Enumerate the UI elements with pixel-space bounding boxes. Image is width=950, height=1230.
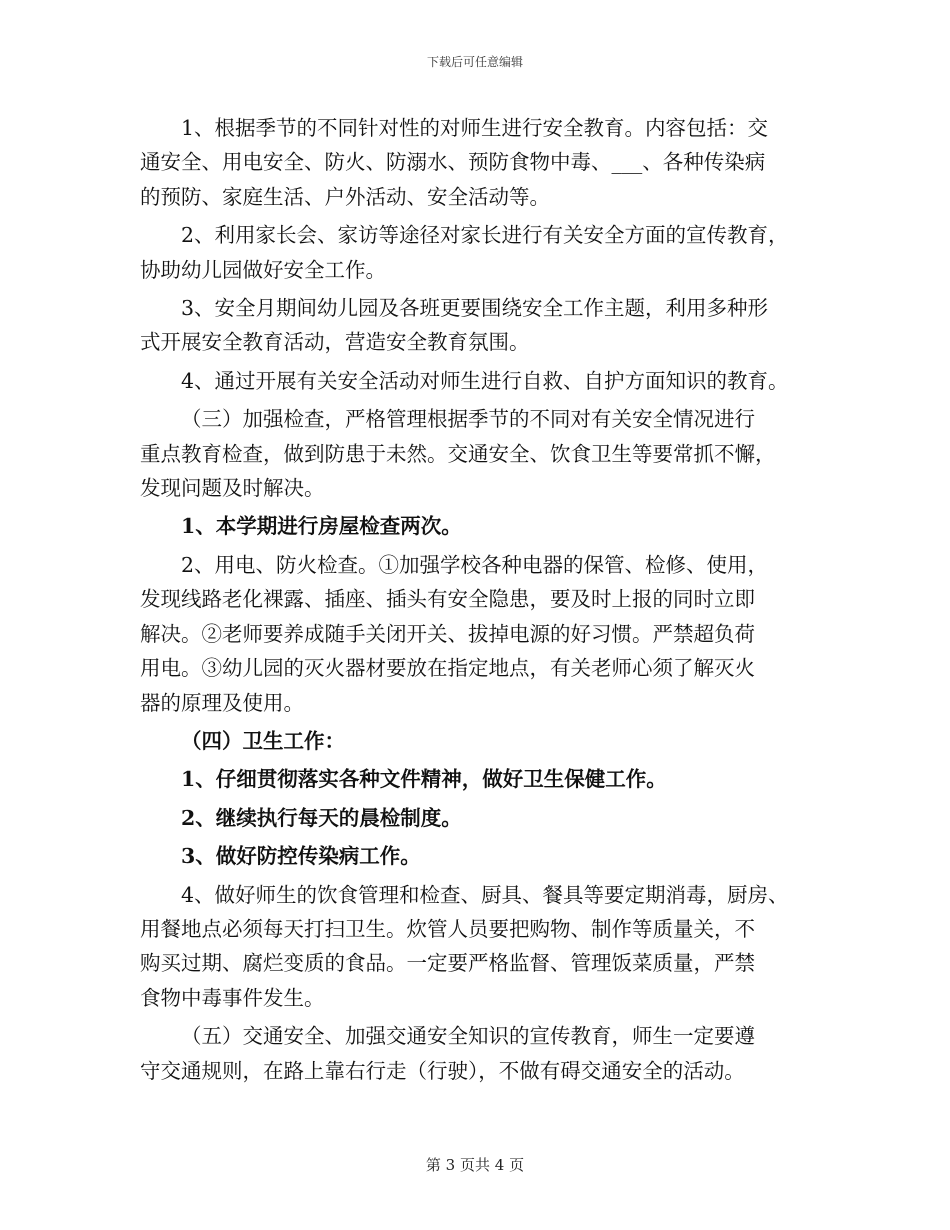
paragraph bbox=[140, 1019, 830, 1088]
paragraph-line: 3、安全月期间幼儿园及各班更要围绕安全工作主题，利用多种形 bbox=[181, 296, 769, 321]
paragraph-line: 协助幼儿园做好安全工作。 bbox=[140, 257, 386, 282]
paragraph-line: 通安全、用电安全、防火、防溺水、预防食物中毒、___、各种传染病 bbox=[140, 150, 766, 175]
paragraph-line: 1、仔细贯彻落实各种文件精神，做好卫生保健工作。 bbox=[181, 767, 667, 792]
document-body bbox=[140, 111, 830, 1092]
paragraph bbox=[140, 878, 830, 1016]
paragraph-line: 购买过期、腐烂变质的食品。一定要严格监督、管理饭菜质量，严禁 bbox=[140, 951, 755, 976]
paragraph-line: 守交通规则，在路上靠右行走（行驶），不做有碍交通安全的活动。 bbox=[140, 1058, 745, 1083]
paragraph-line: 解决。②老师要养成随手关闭开关、拔掉电源的好习惯。严禁超负荷 bbox=[140, 621, 755, 646]
paragraph-line: （四）卫生工作： bbox=[181, 728, 345, 753]
paragraph-line: 重点教育检查，做到防患于未然。交通安全、饮食卫生等要常抓不懈， bbox=[140, 441, 776, 466]
paragraph-line: 式开展安全教育活动，营造安全教育氛围。 bbox=[140, 330, 530, 355]
paragraph-line: 器的原理及使用。 bbox=[140, 690, 304, 715]
paragraph bbox=[140, 218, 830, 287]
paragraph-line: 用电。③幼儿园的灭火器材要放在指定地点，有关老师心须了解灭火 bbox=[140, 656, 755, 681]
paragraph bbox=[140, 762, 830, 796]
paragraph-line: 2、利用家长会、家访等途径对家长进行有关安全方面的宣传教育， bbox=[181, 223, 789, 248]
paragraph bbox=[140, 801, 830, 835]
paragraph-gap bbox=[140, 1088, 830, 1092]
paragraph-line: 发现线路老化裸露、插座、插头有安全隐患，要及时上报的同时立即 bbox=[140, 587, 755, 612]
paragraph bbox=[140, 839, 830, 873]
paragraph bbox=[140, 111, 830, 214]
paragraph-line: 4、通过开展有关安全活动对师生进行自救、自护方面知识的教育。 bbox=[181, 368, 789, 393]
paragraph-line: 2、用电、防火检查。①加强学校各种电器的保管、检修、使用， bbox=[181, 552, 769, 577]
page-header: 下载后可任意编辑 bbox=[426, 55, 523, 69]
paragraph bbox=[140, 548, 830, 720]
paragraph-line: 发现问题及时解决。 bbox=[140, 476, 325, 501]
paragraph-line: 1、根据季节的不同针对性的对师生进行安全教育。内容包括：交 bbox=[181, 116, 769, 140]
paragraph-line: 1、本学期进行房屋检查两次。 bbox=[181, 514, 462, 539]
paragraph-line: 3、做好防控传染病工作。 bbox=[181, 844, 421, 869]
paragraph bbox=[140, 509, 830, 543]
paragraph bbox=[140, 364, 830, 398]
paragraph-line: 4、做好师生的饮食管理和检查、厨具、餐具等要定期消毒，厨房、 bbox=[181, 882, 789, 907]
paragraph-line: 2、继续执行每天的晨检制度。 bbox=[181, 805, 462, 830]
paragraph bbox=[140, 402, 830, 505]
paragraph bbox=[140, 291, 830, 360]
paragraph-line: （五）交通安全、加强交通安全知识的宣传教育，师生一定要遵 bbox=[181, 1024, 755, 1049]
paragraph-line: 食物中毒事件发生。 bbox=[140, 985, 325, 1010]
paragraph-line: （三）加强检查，严格管理根据季节的不同对有关安全情况进行 bbox=[181, 407, 755, 432]
paragraph-line: 的预防、家庭生活、户外活动、安全活动等。 bbox=[140, 184, 550, 209]
paragraph-line: 用餐地点必须每天打扫卫生。炊管人员要把购物、制作等质量关，不 bbox=[140, 916, 755, 941]
page-footer: 第 3 页共 4 页 bbox=[425, 1156, 525, 1174]
paragraph bbox=[140, 724, 830, 758]
